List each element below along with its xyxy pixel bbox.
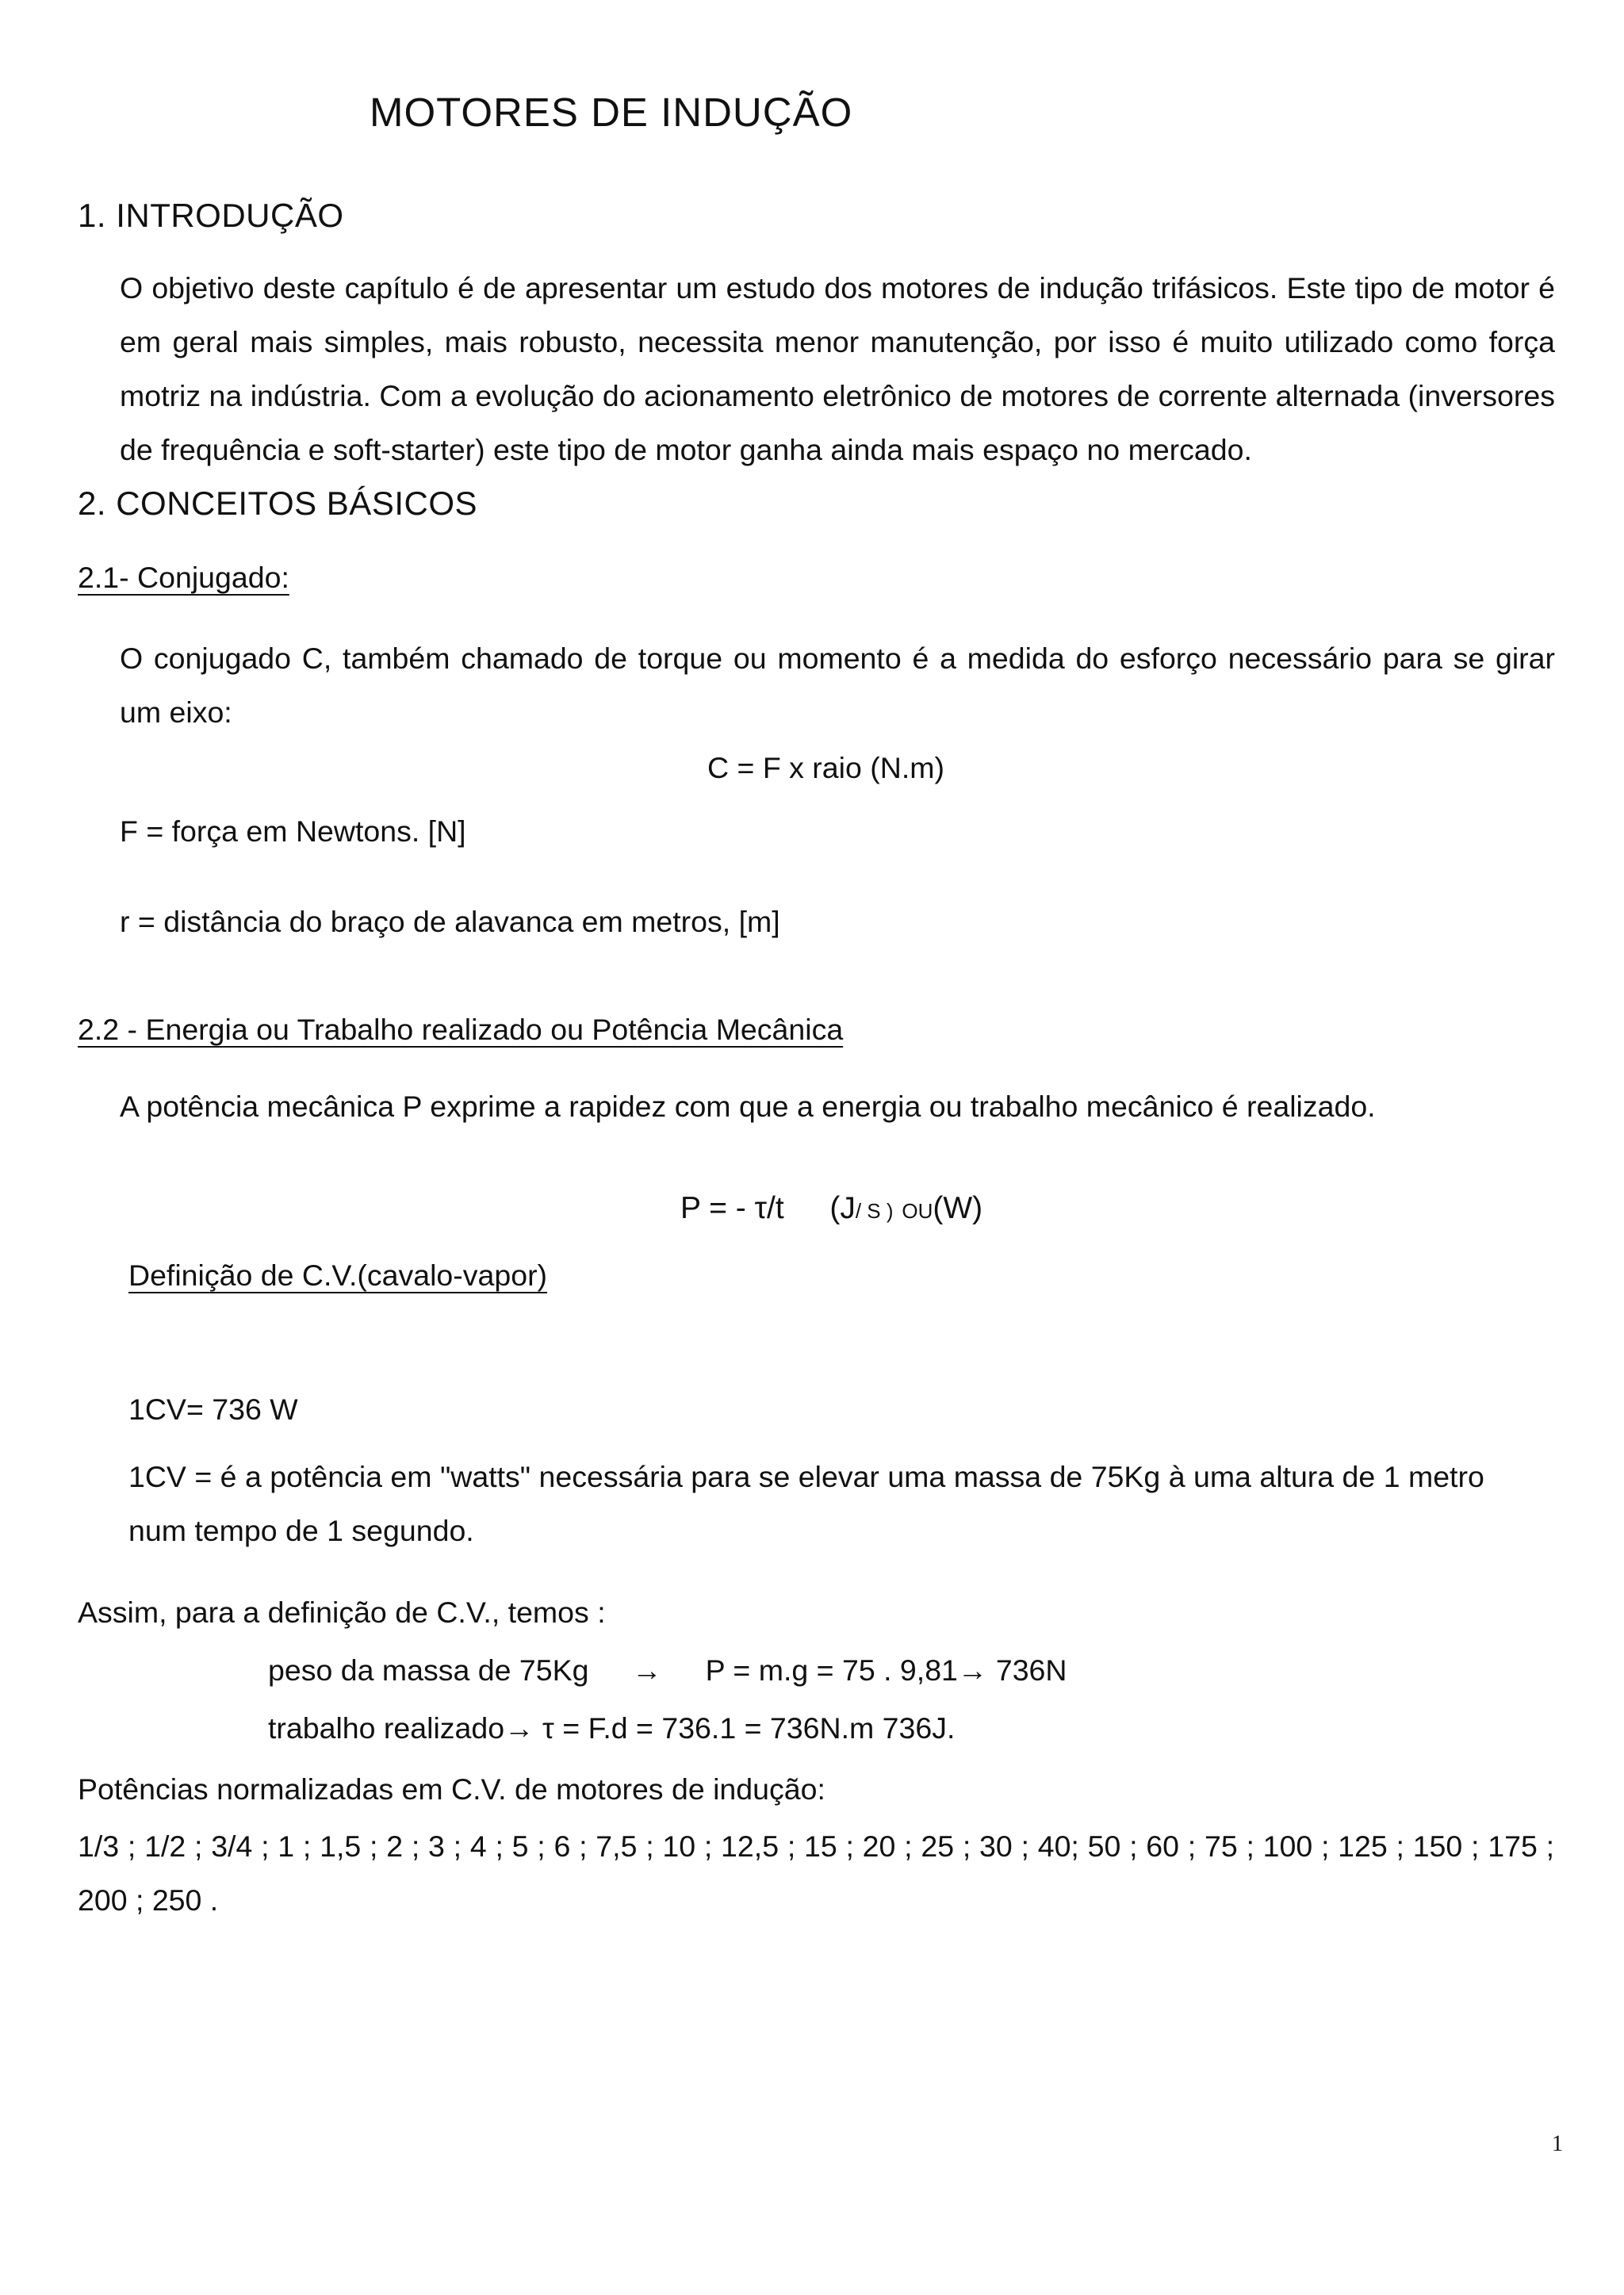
intro-paragraph: O objetivo deste capítulo é de apresentar um estudo dos motores de indução trifásicos. Este tipo de motor é em geral mais simples, mais robusto, necessita menor manutenção, por isso é muito utilizado como força motriz na indústria. Com a evolução do acionamento eletrônico de motores de corrente alternada (inversores de frequência e soft-starter) este tipo de motor ganha ainda mais espaço no mercado.: [120, 271, 1555, 466]
definition-r: r = distância do braço de alavanca em metros, [m]: [120, 905, 780, 938]
section-heading-introducao: 1. INTRODUÇÃO: [78, 197, 344, 234]
potencia-paragraph: A potência mecânica P exprime a rapidez com que a energia ou trabalho mecânico é realizado.: [120, 1090, 1376, 1123]
formula-potencia-main: P = - τ/t: [680, 1191, 784, 1225]
formula-unit-small: / S ): [855, 1199, 894, 1223]
page-number: 1: [1552, 2132, 1563, 2156]
subsection-heading-energia: 2.2 - Energia ou Trabalho realizado ou Potência Mecânica: [78, 1013, 844, 1046]
peso-line-label: peso da massa de 75Kg: [268, 1653, 589, 1687]
formula-conjugado: C = F x raio (N.m): [707, 751, 944, 784]
peso-line: [268, 1643, 1067, 1697]
potencias-list: 1/3 ; 1/2 ; 3/4 ; 1 ; 1,5 ; 2 ; 3 ; 4 ; 5 ; 6 ; 7,5 ; 10 ; 12,5 ; 15 ; 20 ; 25 ; 30 ; 40; 50 ; 60 ; 75 ; 100 ; 125 ; 150 ; 175 ; 200 ; 250 .: [78, 1829, 1554, 1917]
cv-definition-text: 1CV = é a potência em "watts" necessária para se elevar uma massa de 75Kg à uma altura de 1 metro num tempo de 1 segundo.: [128, 1460, 1484, 1547]
peso-line-formula: P = m.g = 75 . 9,81→ 736N: [705, 1653, 1067, 1687]
definition-f: F = força em Newtons. [N]: [120, 814, 466, 848]
cv-definition-heading: Definição de C.V.(cavalo-vapor): [128, 1259, 548, 1292]
cv-value: 1CV= 736 W: [128, 1393, 298, 1426]
trabalho-line: trabalho realizado→ τ = F.d = 736.1 = 736N.m 736J.: [268, 1711, 956, 1745]
conjugado-paragraph: O conjugado C, também chamado de torque ou momento é a medida do esforço necessário para se girar um eixo:: [120, 642, 1555, 729]
formula-potencia: [680, 1182, 982, 1238]
section-heading-conceitos: 2. CONCEITOS BÁSICOS: [78, 485, 478, 522]
subsection-heading-conjugado: 2.1- Conjugado:: [78, 561, 289, 594]
arrow-icon: →: [632, 1653, 662, 1687]
potencias-label: Potências normalizadas em C.V. de motores de indução:: [78, 1772, 825, 1806]
document-title: MOTORES DE INDUÇÃO: [370, 90, 853, 135]
formula-ou: OU: [902, 1199, 933, 1223]
formula-unit-open: (J: [829, 1191, 856, 1225]
assim-text: Assim, para a definição de C.V., temos :: [78, 1596, 606, 1629]
formula-w: (W): [933, 1191, 983, 1225]
